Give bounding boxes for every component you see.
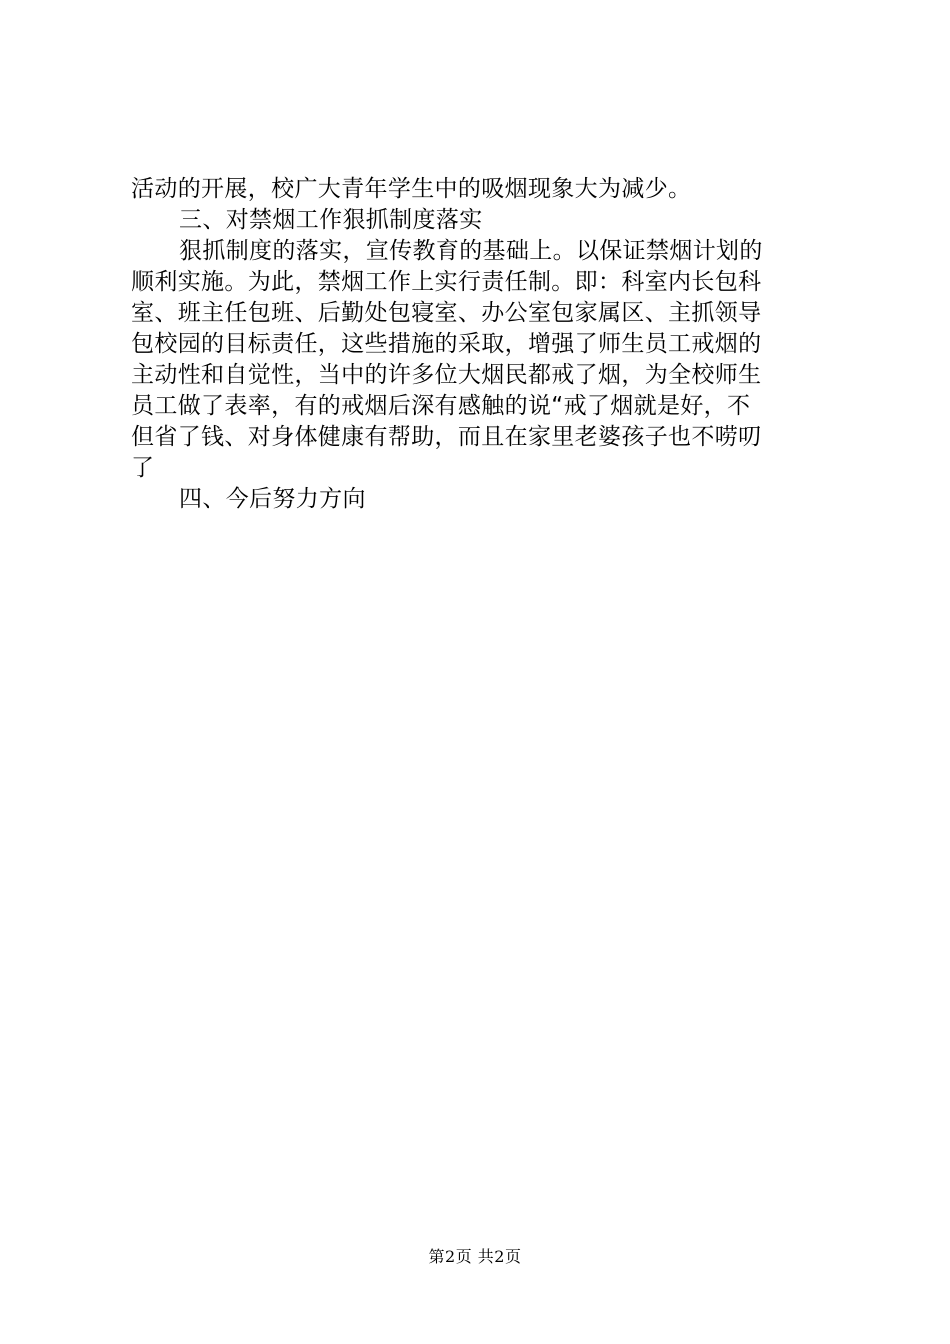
paragraph-line: 顺利实施。为此，禁烟工作上实行责任制。即：科室内长包科 — [131, 269, 762, 295]
section-heading-4: 四、今后努力方向 — [179, 486, 366, 512]
paragraph-line-end: 了 — [131, 455, 155, 481]
paragraph-line: 但省了钱、对身体健康有帮助，而且在家里老婆孩子也不唠叨 — [131, 424, 762, 450]
paragraph-line: 狠抓制度的落实，宣传教育的基础上。以保证禁烟计划的 — [179, 238, 763, 264]
section-heading-3: 三、对禁烟工作狠抓制度落实 — [179, 207, 483, 233]
paragraph-continuation-line: 活动的开展，校广大青年学生中的吸烟现象大为减少。 — [131, 176, 692, 202]
paragraph-line: 员工做了表率，有的戒烟后深有感触的说“戒了烟就是好，不 — [131, 393, 751, 419]
paragraph-line: 包校园的目标责任，这些措施的采取，增强了师生员工戒烟的 — [131, 331, 762, 357]
paragraph-line: 主动性和自觉性，当中的许多位大烟民都戒了烟，为全校师生 — [131, 362, 762, 388]
page-footer: 第2页 共2页 — [428, 1247, 522, 1266]
document-body — [131, 174, 831, 515]
paragraph-line: 室、班主任包班、后勤处包寝室、办公室包家属区、主抓领导 — [131, 300, 762, 326]
